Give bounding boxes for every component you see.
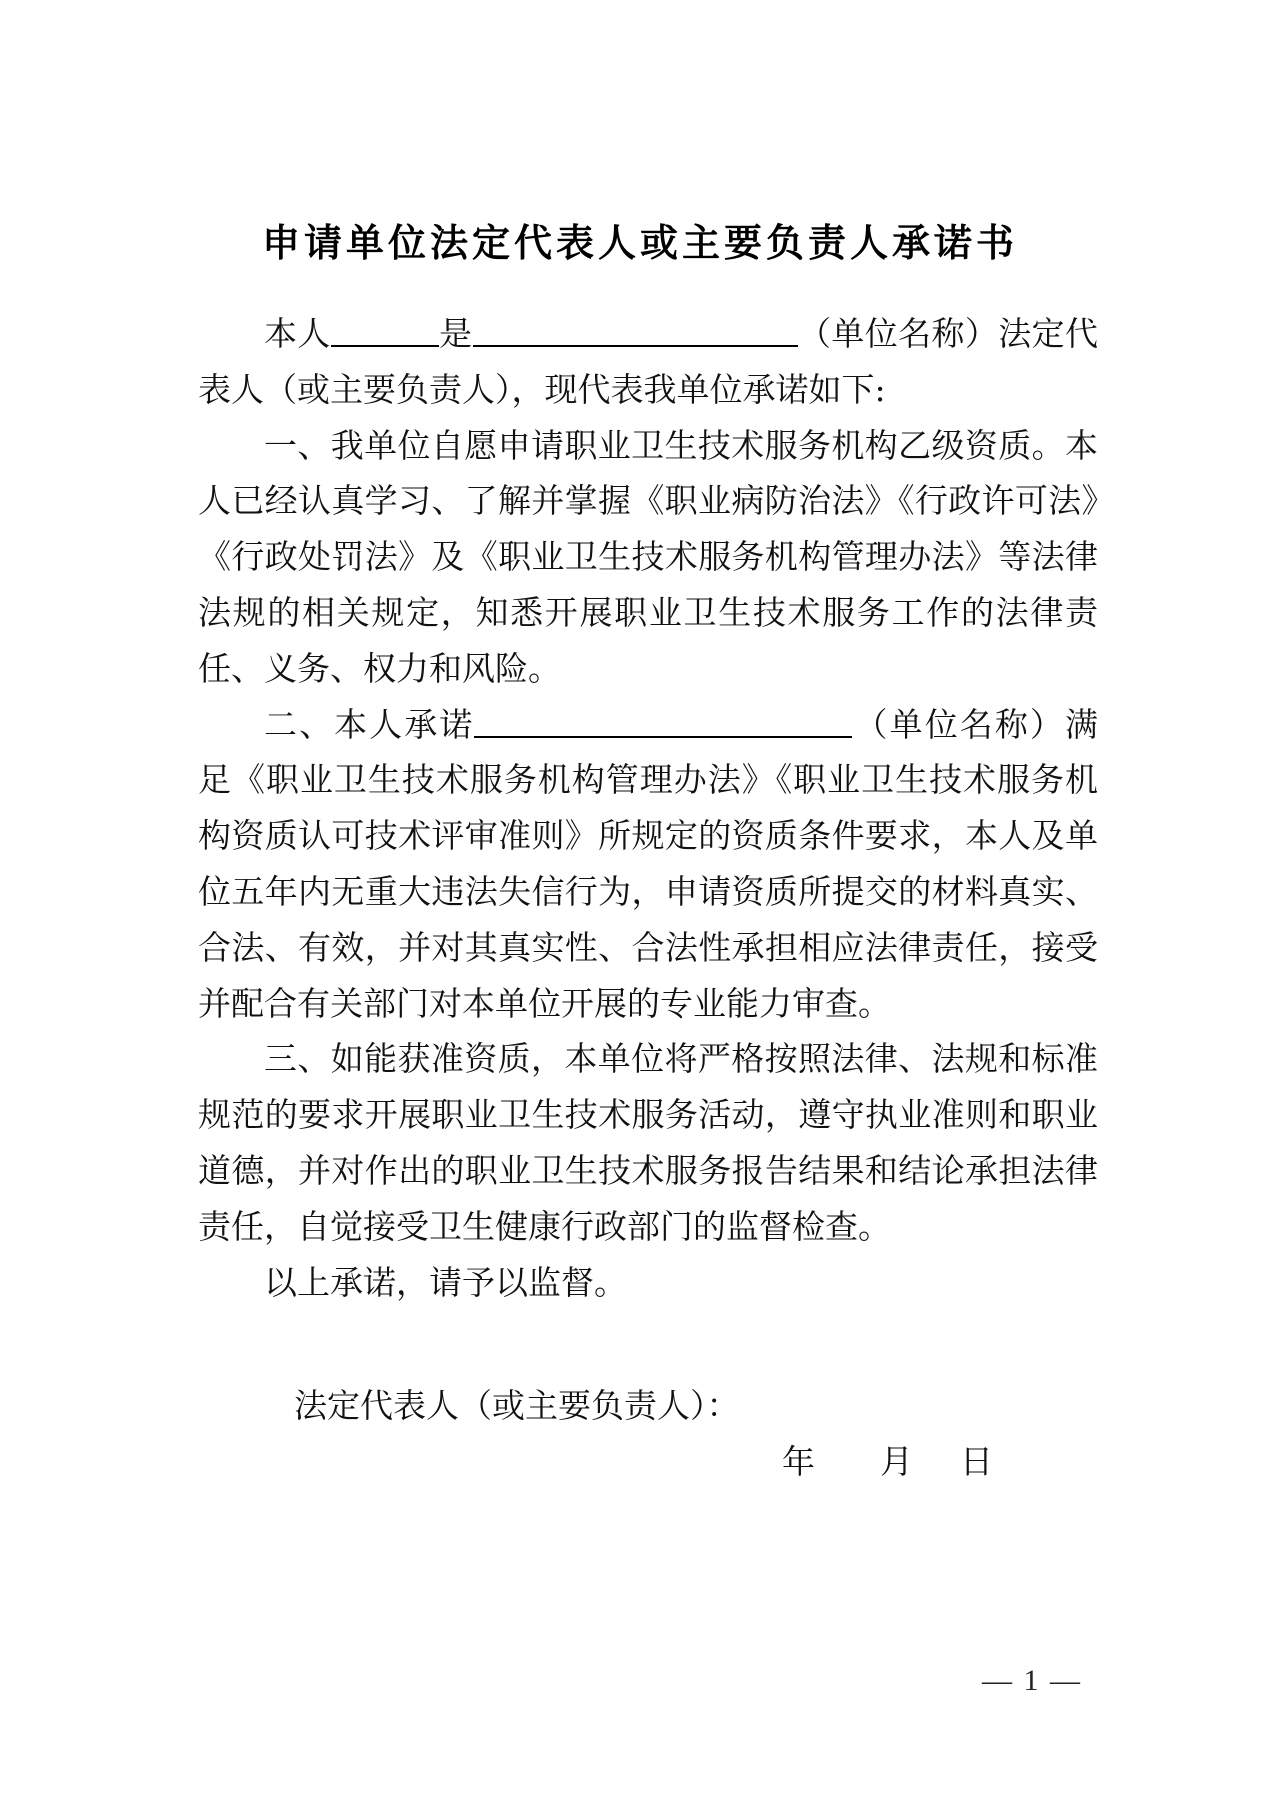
closing-line: 以上承诺，请予以监督。 — [264, 1262, 627, 1302]
intro-prefix: 本人 — [264, 314, 331, 353]
page-number: — 1 — — [982, 1664, 1082, 1697]
clause-2-text: （单位名称）满足《职业卫生技术服务机构管理办法》《职业卫生技术服务机构资质认可技术评审准则》所规定的资质条件要求，本人及单位五年内无重大违法失信行为，申请资质所提交的材料真实、合法、有效，并对其真实性、合法性承担相应法律责任，接受并配合有关部门对本单位开展的专业能力审查。 — [198, 704, 1099, 1023]
clause-2-unit-name-blank-field[interactable] — [474, 706, 852, 738]
date-day-label: 日 — [960, 1442, 993, 1481]
clause-2-prefix: 二、本人承诺 — [264, 704, 475, 744]
clause-1: 一、我单位自愿申请职业卫生技术服务机构乙级资质。本人已经认真学习、了解并掌握《职业病防治法》《行政许可法》《行政处罚法》及《职业卫生技术服务机构管理办法》等法律法规的相关规定，知悉开展职业卫生技术服务工作的法律责任、义务、权力和风险。 — [198, 425, 1098, 688]
document-title: 申请单位法定代表人或主要负责人承诺书 — [261, 221, 1018, 265]
document-body — [198, 306, 1098, 1310]
date-year-label: 年 — [782, 1442, 815, 1481]
date-month-label: 月 — [880, 1442, 913, 1481]
intro-middle: 是 — [438, 314, 473, 353]
name-blank-field[interactable] — [331, 315, 439, 347]
clause-3: 三、如能获准资质，本单位将严格按照法律、法规和标准规范的要求开展职业卫生技术服务活动，遵守执业准则和职业道德，并对作出的职业卫生技术服务报告结果和结论承担法律责任，自觉接受卫生健康行政部门的监督检查。 — [198, 1039, 1098, 1246]
intro-suffix: （单位名称）法定代表人（或主要负责人），现代表我单位承诺如下: — [198, 314, 1099, 409]
unit-name-blank-field[interactable] — [473, 315, 798, 347]
signature-label: 法定代表人（或主要负责人）： — [294, 1386, 740, 1425]
clause-2 — [198, 697, 1098, 1032]
intro-paragraph — [198, 306, 1098, 418]
